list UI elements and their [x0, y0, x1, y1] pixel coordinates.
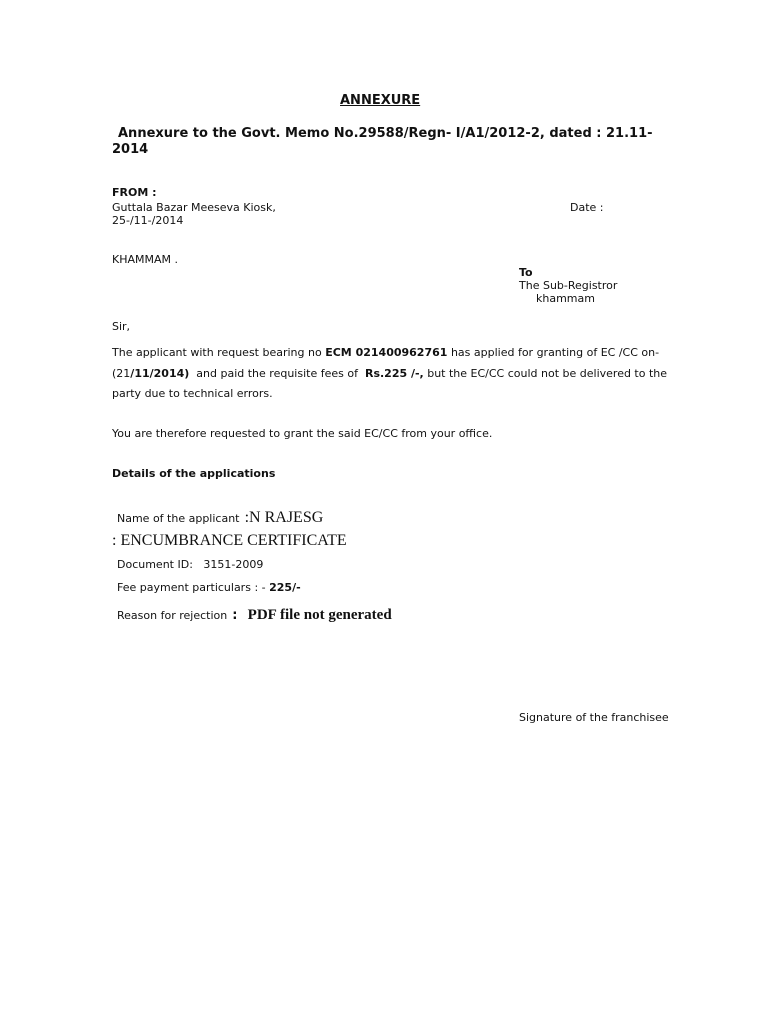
- salutation: Sir,: [112, 320, 131, 333]
- document-id: 3151-2009: [203, 558, 264, 571]
- ecm-number: ECM 021400962761: [325, 346, 448, 359]
- memo-line-2: 2014: [112, 142, 149, 157]
- from-city: KHAMMAM .: [112, 253, 178, 266]
- reason-value: PDF file not generated: [247, 607, 392, 623]
- from-name: Guttala Bazar Meeseva Kiosk,: [112, 201, 276, 214]
- body-line-2-text-a: and paid the requisite fees of: [196, 367, 358, 380]
- body-line-2: [112, 367, 667, 380]
- body-line-1: [112, 346, 659, 359]
- to-line-2: khammam: [536, 292, 595, 305]
- body-line-2-text-b: but the EC/CC could not be delivered to the: [427, 367, 668, 380]
- body-line-1-text-a: The applicant with request bearing no: [112, 346, 322, 359]
- body-line-2-open: (21: [112, 367, 131, 380]
- document-row: [117, 558, 263, 571]
- reason-row: [117, 604, 392, 624]
- fee-row: [117, 581, 301, 594]
- applicant-row: [117, 507, 323, 527]
- from-date: 25-/11-/2014: [112, 214, 184, 227]
- memo-line-1: Annexure to the Govt. Memo No.29588/Regn- I/A1/2012-2, dated : 21.11-: [118, 126, 653, 141]
- body-line-1-text-b: has applied for granting of EC /CC on-: [450, 346, 660, 359]
- certificate-type: : ENCUMBRANCE CERTIFICATE: [112, 532, 347, 549]
- details-title: Details of the applications: [112, 467, 276, 480]
- applicant-name: :N RAJESG: [244, 509, 324, 526]
- fee-label: Fee payment particulars: [117, 581, 251, 594]
- to-line-1: The Sub-Registror: [519, 279, 618, 292]
- fee-value: 225/-: [269, 581, 301, 594]
- page-heading: ANNEXURE: [340, 93, 421, 108]
- applied-date: /11/2014): [130, 367, 190, 380]
- body-line-4: You are therefore requested to grant the said EC/CC from your office.: [112, 427, 493, 440]
- reason-label: Reason for rejection: [117, 609, 228, 622]
- body-line-3: party due to technical errors.: [112, 387, 273, 400]
- fee-amount: Rs.225 /-,: [364, 367, 424, 380]
- to-label: To: [519, 266, 533, 279]
- signature-label: Signature of the franchisee: [519, 711, 669, 724]
- date-label: Date :: [570, 201, 604, 214]
- applicant-label: Name of the applicant: [117, 512, 240, 525]
- fee-separator: : -: [254, 581, 266, 594]
- document-label: Document ID:: [117, 558, 193, 571]
- from-label: FROM :: [112, 186, 157, 199]
- reason-separator: :: [232, 608, 238, 623]
